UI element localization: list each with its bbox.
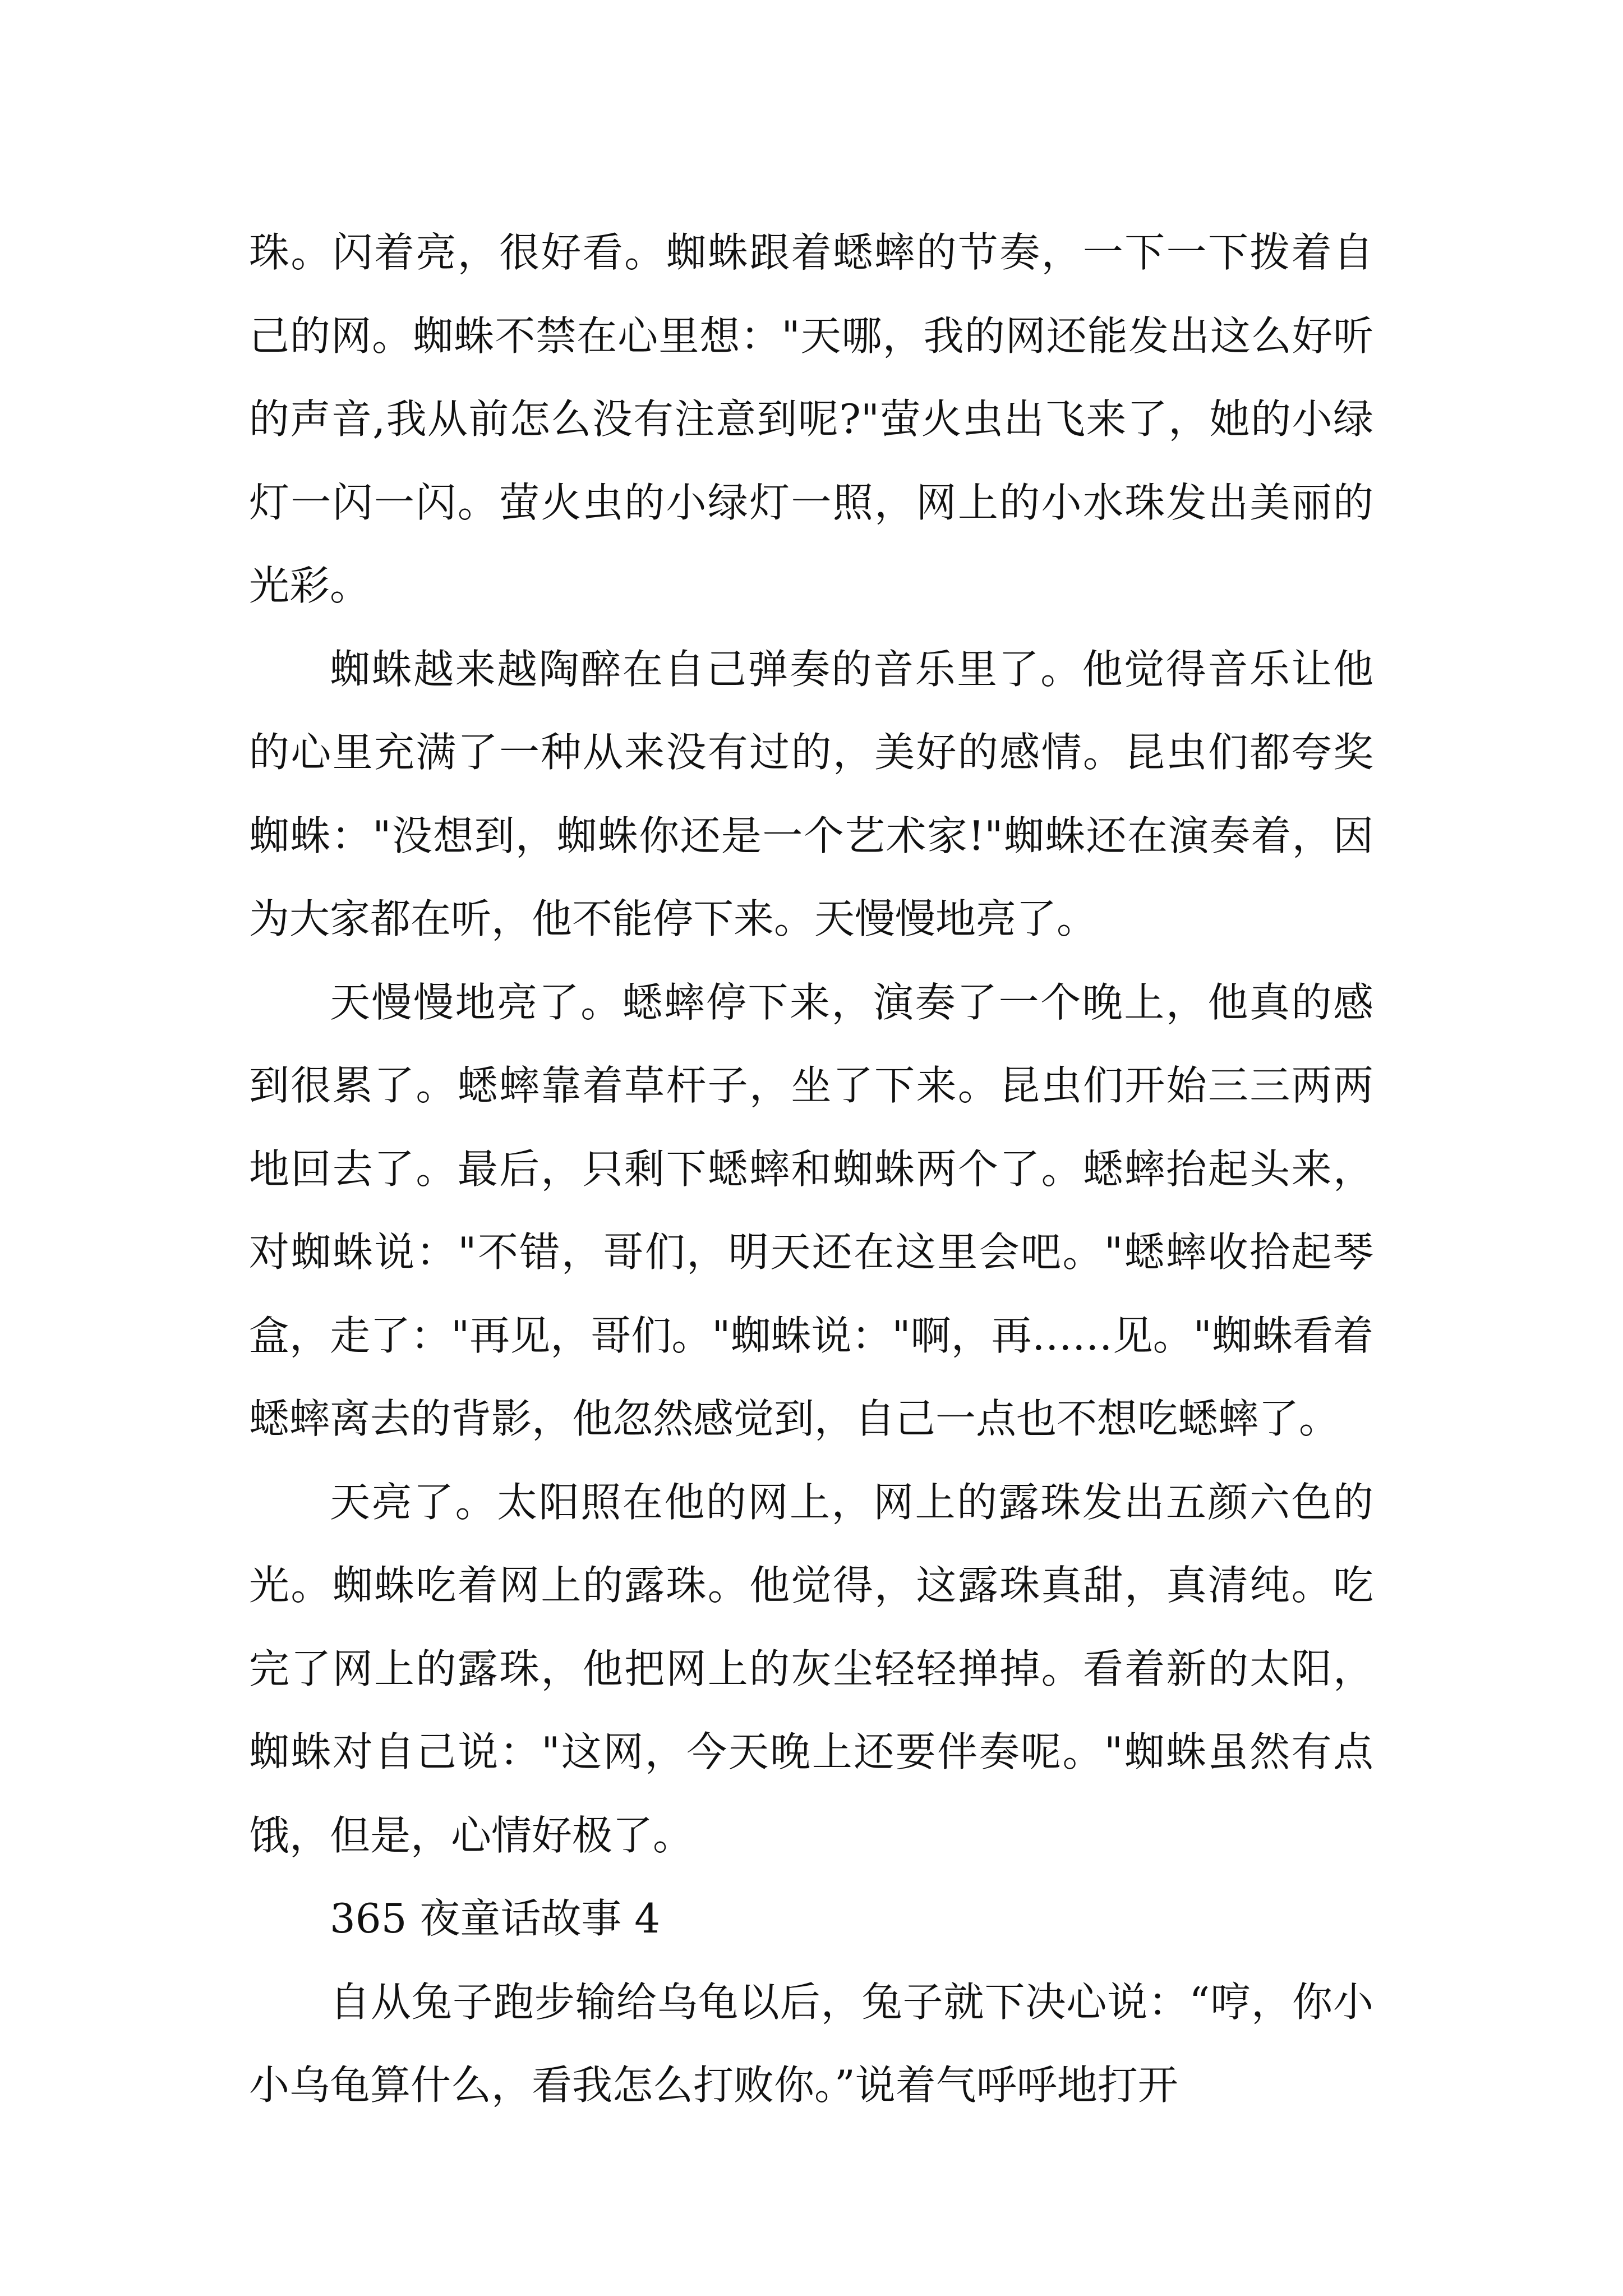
document-body <box>249 211 1373 2127</box>
section-title: 365 夜童话故事 4 <box>330 1895 661 1942</box>
paragraph-1: 珠。闪着亮，很好看。蜘蛛跟着蟋蟀的节奏，一下一下拨着自己的网。蜘蛛不禁在心里想："天哪，我的网还能发出这么好听的声音,我从前怎么没有注意到呢?"萤火虫出飞来了，她的小绿灯一闪一闪。萤火虫的小绿灯一照，网上的小水珠发出美丽的光彩。 <box>249 229 1373 609</box>
paragraph-3: 天慢慢地亮了。蟋蟀停下来，演奏了一个晚上，他真的感到很累了。蟋蟀靠着草杆子，坐了下来。昆虫们开始三三两两地回去了。最后，只剩下蟋蟀和蜘蛛两个了。蟋蟀抬起头来，对蜘蛛说："不错，哥们，明天还在这里会吧。"蟋蟀收拾起琴盒，走了："再见，哥们。"蜘蛛说："啊，再……见。"蜘蛛看着蟋蟀离去的背影，他忽然感觉到，自己一点也不想吃蟋蟀了。 <box>249 978 1373 1442</box>
paragraph-5: 自从兔子跑步输给乌龟以后，兔子就下决心说：“哼，你小小乌龟算什么，看我怎么打败你。”说着气呼呼地打开 <box>249 1978 1373 2109</box>
paragraph-2: 蜘蛛越来越陶醉在自己弹奏的音乐里了。他觉得音乐让他的心里充满了一种从来没有过的，美好的感情。昆虫们都夸奖蜘蛛："没想到，蜘蛛你还是一个艺术家!"蜘蛛还在演奏着，因为大家都在听，他不能停下来。天慢慢地亮了。 <box>249 645 1373 942</box>
paragraph-4: 天亮了。太阳照在他的网上，网上的露珠发出五颜六色的光。蜘蛛吃着网上的露珠。他觉得，这露珠真甜，真清纯。吃完了网上的露珠，他把网上的灰尘轻轻掸掉。看着新的太阳，蜘蛛对自己说："这网，今天晚上还要伴奏呢。"蜘蛛虽然有点饿，但是，心情好极了。 <box>249 1478 1373 1859</box>
